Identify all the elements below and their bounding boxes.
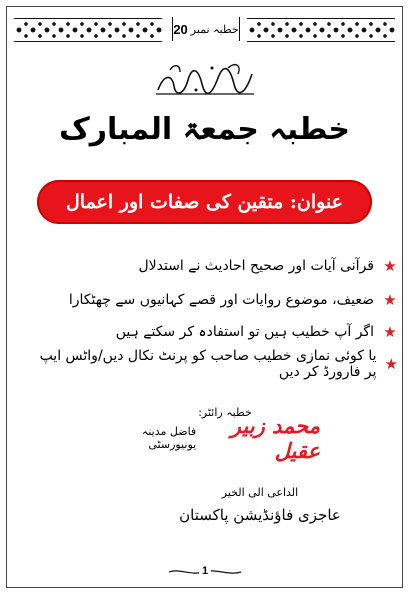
list-item [30, 350, 398, 378]
point-text: یا کوئی نمازی خطیب صاحب کو پرنٹ نکال دیں/واٹس ایپ پر فارورڈ کر دیں [39, 348, 377, 380]
page-number-footer [167, 560, 243, 582]
author-label: خطبہ رائٹر: [198, 406, 252, 419]
list-item [30, 286, 398, 314]
bismillah-calligraphy [150, 60, 260, 100]
khutba-number: 20 [173, 21, 188, 37]
header-band [14, 14, 395, 44]
khutba-number-label [172, 17, 240, 41]
author-title: فاضل مدینہ یونیورسٹی [141, 425, 197, 451]
topic-banner [37, 180, 372, 224]
star-icon: ★ [384, 355, 398, 373]
topic-text: عنوان: متقین کی صفات اور اعمال [65, 191, 344, 213]
floral-ornament-icon [247, 18, 395, 42]
star-icon: ★ [383, 291, 397, 309]
point-text: قرآنی آیات اور صحیح احادیث نے استدلال [138, 258, 374, 274]
organization-name: عاجزی فاؤنڈیشن پاکستان [179, 506, 341, 524]
floral-ornament-icon [14, 18, 162, 42]
caller-label: الداعی الی الخیر [221, 486, 299, 499]
point-text: اگر آپ خطیب ہیں تو استفادہ کر سکتے ہیں [115, 324, 374, 340]
calligraphy-icon [150, 60, 260, 100]
star-icon: ★ [383, 323, 397, 341]
page-title: خطبہ جمعۃ المبارک [59, 112, 350, 147]
list-item [30, 252, 398, 280]
author-row [110, 413, 320, 463]
page-number: 1 [199, 565, 211, 577]
author-name: محمد زبیر عقیل [230, 413, 320, 463]
list-item [30, 318, 398, 346]
points-list [30, 252, 398, 378]
khutba-word: خطبہ نمبر [190, 22, 239, 36]
point-text: ضعیف، موضوع روایات اور قصے کہانیوں سے چھٹکارا [68, 292, 374, 308]
star-icon: ★ [383, 257, 397, 275]
